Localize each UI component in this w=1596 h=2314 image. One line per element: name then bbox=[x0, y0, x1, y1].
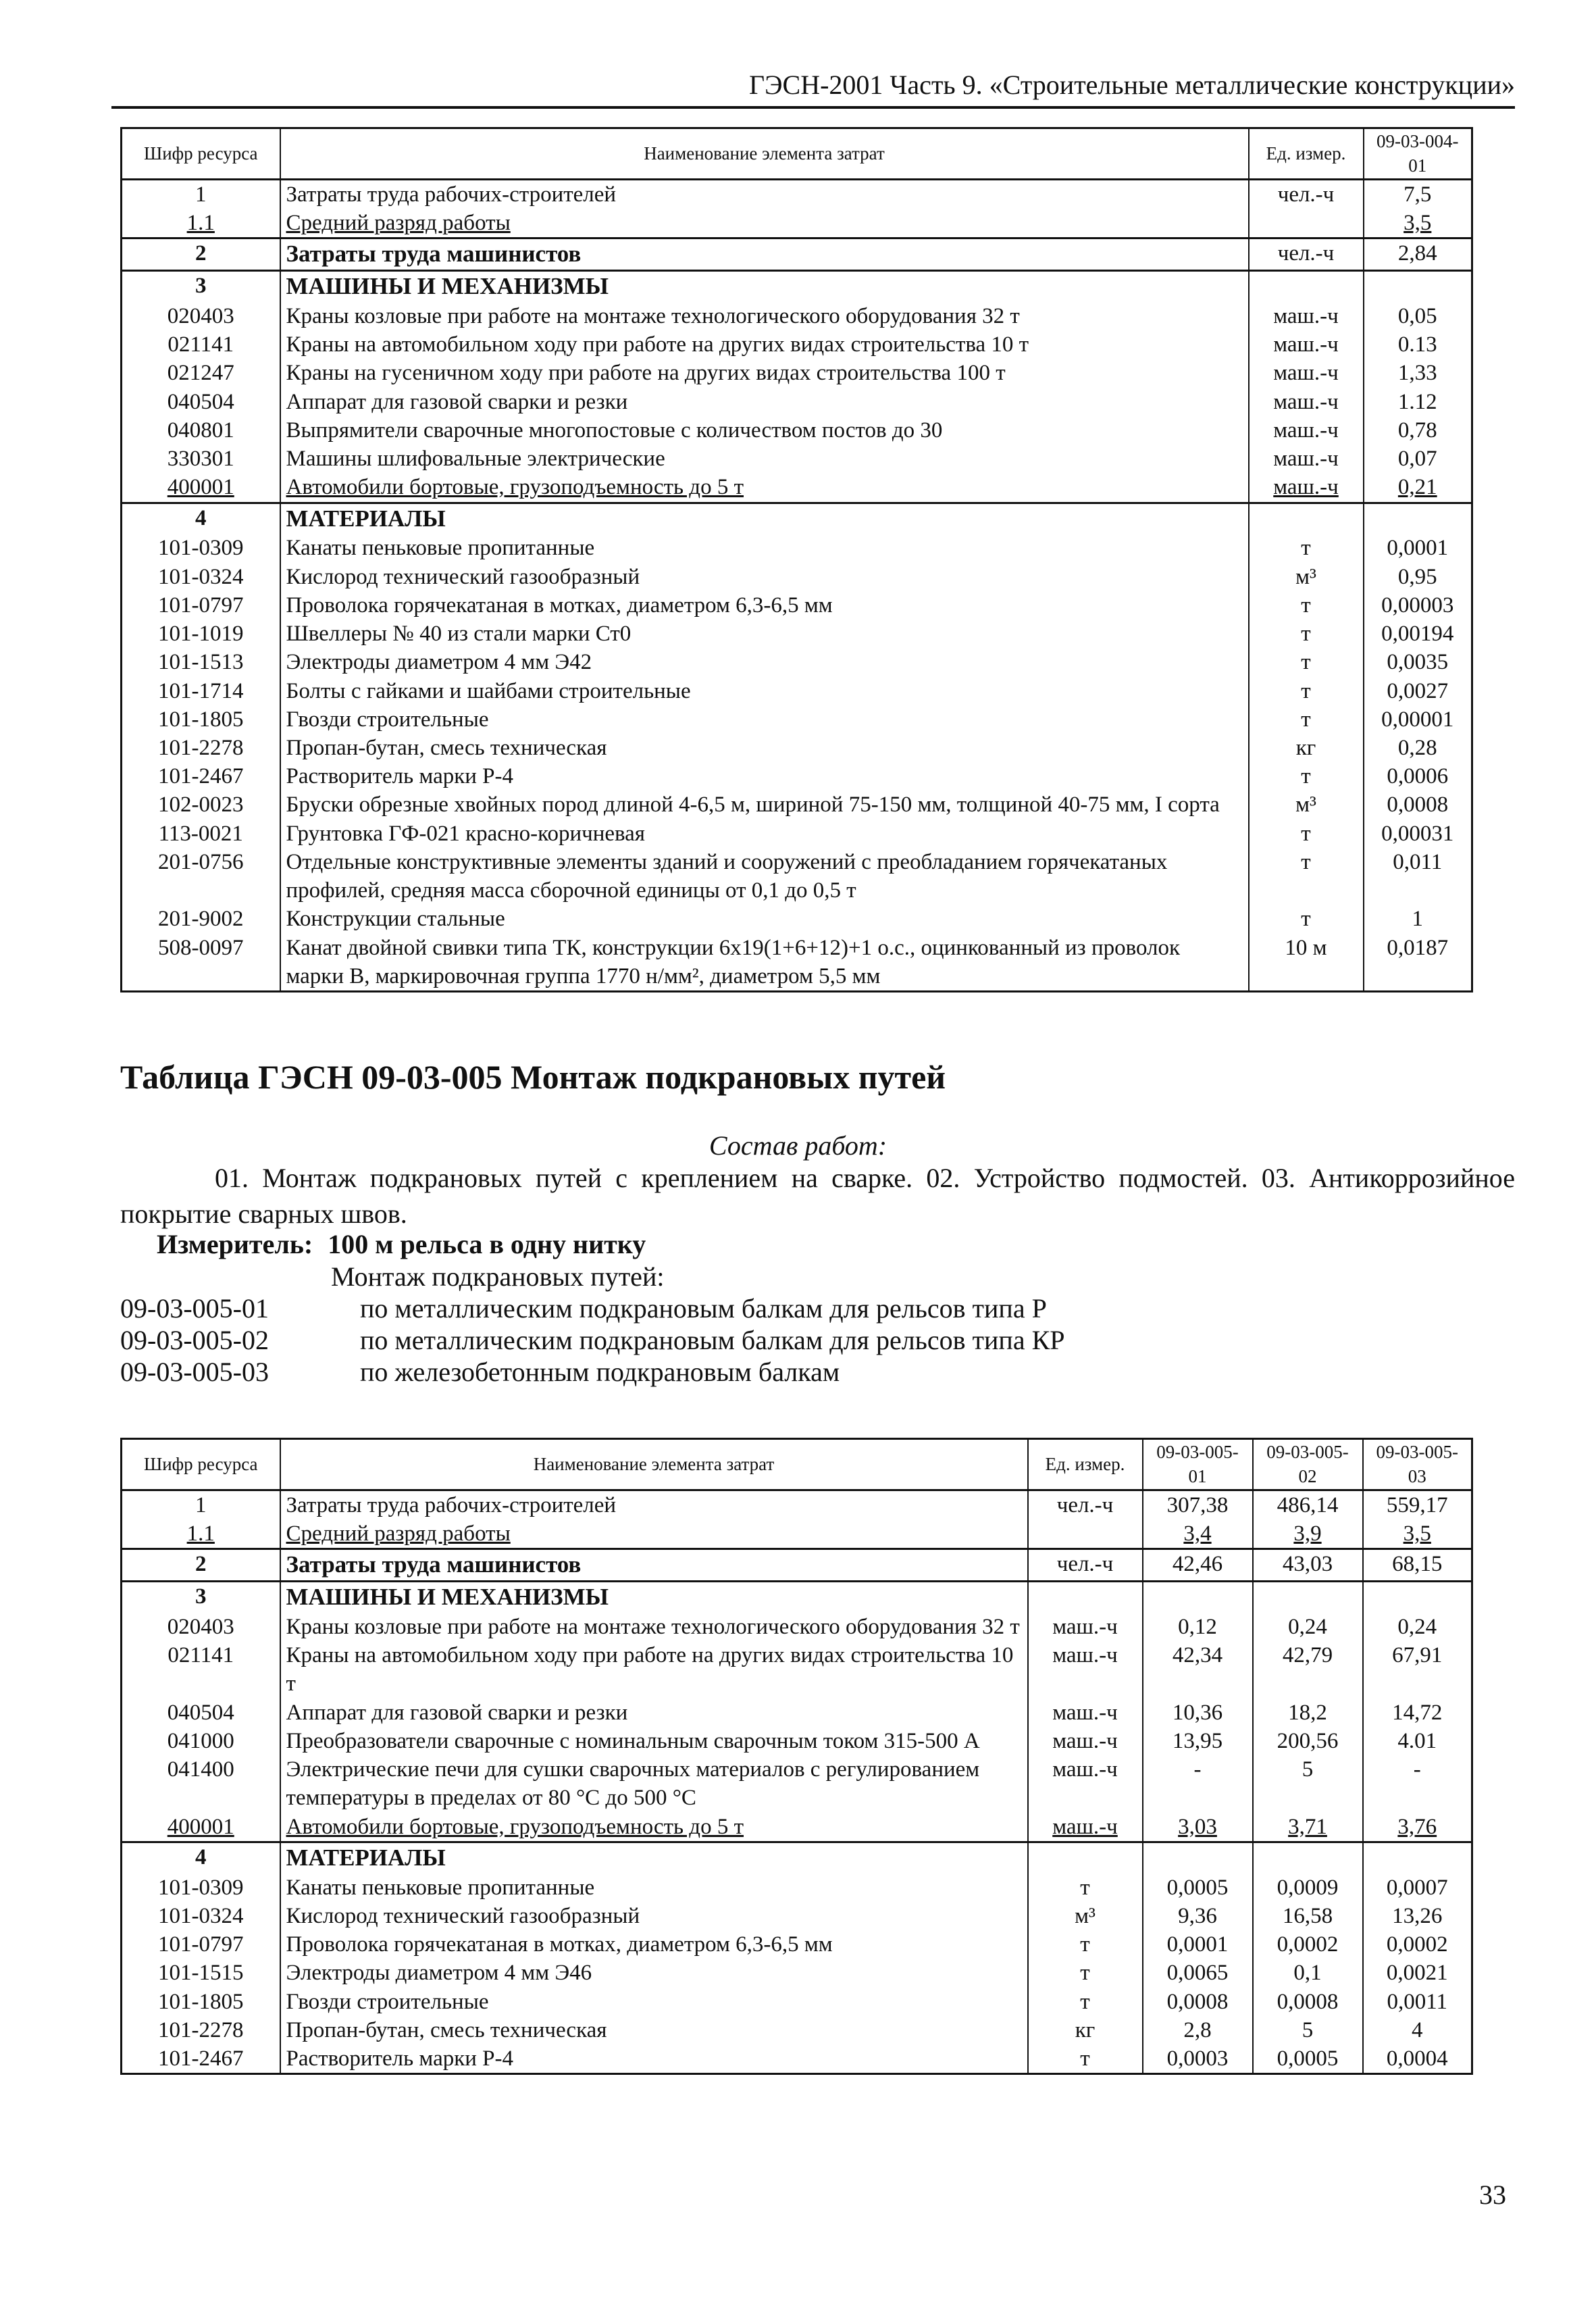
table-row bbox=[122, 1902, 1472, 1930]
table-row bbox=[122, 705, 1472, 734]
norm-value-3: 3,76 bbox=[1363, 1813, 1472, 1842]
resource-name: Пропан-бутан, смесь техническая bbox=[280, 2016, 1028, 2044]
table-row bbox=[122, 934, 1472, 992]
resource-code: 020403 bbox=[122, 1613, 280, 1641]
unit-cell: маш.-ч bbox=[1249, 388, 1364, 416]
resource-name: Электрические печи для сушки сварочных материалов с регулированием температуры в пределах от 80 °С до 500 °С bbox=[280, 1755, 1028, 1812]
norm-value-3: - bbox=[1363, 1755, 1472, 1812]
resource-code: 041400 bbox=[122, 1755, 280, 1812]
norm-value-1: 0,95 bbox=[1364, 563, 1472, 591]
composition-heading: Состав работ: bbox=[709, 1130, 887, 1161]
resource-code: 102-0023 bbox=[122, 790, 280, 819]
unit-cell: т bbox=[1028, 1930, 1143, 1959]
resource-code: 040801 bbox=[122, 416, 280, 445]
resource-name: Канаты пеньковые пропитанные bbox=[280, 534, 1249, 562]
table-row bbox=[122, 2016, 1472, 2044]
resource-code: 041000 bbox=[122, 1727, 280, 1755]
resource-name: Затраты труда машинистов bbox=[280, 238, 1249, 271]
unit-cell: т bbox=[1249, 820, 1364, 848]
norm-value-3: 4 bbox=[1363, 2016, 1472, 2044]
table-row bbox=[122, 1813, 1472, 1842]
norm-value-2: 5 bbox=[1253, 2016, 1363, 2044]
unit-cell bbox=[1028, 1842, 1143, 1873]
table-row bbox=[122, 848, 1472, 905]
unit-cell: т bbox=[1249, 762, 1364, 790]
resource-name: Электроды диаметром 4 мм Э46 bbox=[280, 1959, 1028, 1987]
norm-value-1 bbox=[1143, 1842, 1253, 1873]
table-row bbox=[122, 209, 1472, 238]
unit-cell: м³ bbox=[1249, 563, 1364, 591]
variant-text: по металлическим подкрановым балкам для рельсов типа КР bbox=[360, 1325, 1065, 1355]
unit-cell: маш.-ч bbox=[1249, 445, 1364, 473]
norm-value-1: 0,0027 bbox=[1364, 677, 1472, 705]
table-row bbox=[122, 762, 1472, 790]
norm-value-1: 10,36 bbox=[1143, 1699, 1253, 1727]
section-title: Таблица ГЭСН 09-03-005 Монтаж подкрановых путей bbox=[120, 1058, 946, 1096]
resource-code: 101-1515 bbox=[122, 1959, 280, 1987]
unit-cell: маш.-ч bbox=[1028, 1613, 1143, 1641]
unit-cell: т bbox=[1028, 2044, 1143, 2074]
norm-value-2 bbox=[1253, 1582, 1363, 1613]
variant-row bbox=[120, 1356, 840, 1388]
norm-value-1: 0,011 bbox=[1364, 848, 1472, 905]
resource-name: Гвозди строительные bbox=[280, 705, 1249, 734]
norm-value-2 bbox=[1253, 1842, 1363, 1873]
resource-code: 101-0309 bbox=[122, 534, 280, 562]
unit-cell bbox=[1249, 271, 1364, 302]
table-row bbox=[122, 905, 1472, 933]
norm-value-2: 0,0005 bbox=[1253, 2044, 1363, 2074]
table-row bbox=[122, 620, 1472, 648]
resource-name: Средний разряд работы bbox=[280, 209, 1249, 238]
norm-value-1: 0,0065 bbox=[1143, 1959, 1253, 1987]
norm-value-1: 0,0008 bbox=[1364, 790, 1472, 819]
unit-cell: маш.-ч bbox=[1028, 1699, 1143, 1727]
unit-cell: м³ bbox=[1249, 790, 1364, 819]
resource-code: 040504 bbox=[122, 1699, 280, 1727]
norm-value-2: 0,0008 bbox=[1253, 1988, 1363, 2016]
resource-name: Электроды диаметром 4 мм Э42 bbox=[280, 648, 1249, 676]
running-header: ГЭСН-2001 Часть 9. «Строительные металлические конструкции» bbox=[111, 69, 1515, 109]
resource-code: 101-0324 bbox=[122, 1902, 280, 1930]
column-header-norm-1: 09-03-005-01 bbox=[1143, 1439, 1253, 1490]
unit-cell: кг bbox=[1249, 734, 1364, 762]
norm-value-2: 5 bbox=[1253, 1755, 1363, 1812]
unit-cell: маш.-ч bbox=[1249, 473, 1364, 503]
norm-value-1: 0,21 bbox=[1364, 473, 1472, 503]
unit-cell: т bbox=[1249, 648, 1364, 676]
resource-code: 400001 bbox=[122, 473, 280, 503]
resource-name: Краны козловые при работе на монтаже технологического оборудования 32 т bbox=[280, 1613, 1028, 1641]
unit-cell: маш.-ч bbox=[1249, 416, 1364, 445]
resource-name: Швеллеры № 40 из стали марки Ст0 bbox=[280, 620, 1249, 648]
resource-name: Кислород технический газообразный bbox=[280, 1902, 1028, 1930]
norm-value-3: 0,0004 bbox=[1363, 2044, 1472, 2074]
resource-code: 4 bbox=[122, 503, 280, 534]
resource-name: Пропан-бутан, смесь техническая bbox=[280, 734, 1249, 762]
resource-code: 101-1805 bbox=[122, 1988, 280, 2016]
column-header-norm-2: 09-03-005-02 bbox=[1253, 1439, 1363, 1490]
resource-code: 2 bbox=[122, 238, 280, 271]
resource-code: 1.1 bbox=[122, 1519, 280, 1549]
table-row bbox=[122, 734, 1472, 762]
resource-code: 101-1714 bbox=[122, 677, 280, 705]
norm-value-2: 18,2 bbox=[1253, 1699, 1363, 1727]
norm-value-1: - bbox=[1143, 1755, 1253, 1812]
resource-code: 101-2278 bbox=[122, 2016, 280, 2044]
norm-value-2: 200,56 bbox=[1253, 1727, 1363, 1755]
norm-value-1: 0,00031 bbox=[1364, 820, 1472, 848]
table-header-row bbox=[122, 1439, 1472, 1490]
unit-cell: т bbox=[1028, 1959, 1143, 1987]
measurer-value: 100 м рельса в одну нитку bbox=[328, 1229, 646, 1259]
measurer-label: Измеритель: bbox=[157, 1229, 313, 1259]
table-row bbox=[122, 388, 1472, 416]
table-row bbox=[122, 1930, 1472, 1959]
column-header-unit: Ед. измер. bbox=[1028, 1439, 1143, 1490]
norm-value-1: 42,34 bbox=[1143, 1641, 1253, 1698]
table-row bbox=[122, 238, 1472, 271]
resource-name: Краны на автомобильном ходу при работе на других видах строительства 10 т bbox=[280, 1641, 1028, 1698]
table-row bbox=[122, 677, 1472, 705]
column-header-code: Шифр ресурса bbox=[122, 1439, 280, 1490]
resource-code: 4 bbox=[122, 1842, 280, 1873]
resource-name: Канат двойной свивки типа ТК, конструкции 6х19(1+6+12)+1 о.с., оцинкованный из проволок марки В, маркировочная группа 1770 н/мм², диаметром 5,5 мм bbox=[280, 934, 1249, 992]
column-header-code: Шифр ресурса bbox=[122, 128, 280, 180]
table-row bbox=[122, 1755, 1472, 1812]
resource-code: 101-0309 bbox=[122, 1873, 280, 1902]
variant-code: 09-03-005-01 bbox=[120, 1293, 269, 1324]
resource-name: Краны на автомобильном ходу при работе на других видах строительства 10 т bbox=[280, 330, 1249, 359]
unit-cell: т bbox=[1249, 677, 1364, 705]
norm-value-2: 0,0009 bbox=[1253, 1873, 1363, 1902]
table-row bbox=[122, 503, 1472, 534]
norm-value-1: 0,0001 bbox=[1143, 1930, 1253, 1959]
table-row bbox=[122, 591, 1472, 620]
variant-code: 09-03-005-02 bbox=[120, 1325, 269, 1355]
unit-cell bbox=[1028, 1582, 1143, 1613]
norm-value-1 bbox=[1364, 503, 1472, 534]
resource-code: 201-0756 bbox=[122, 848, 280, 905]
resource-name: Проволока горячекатаная в мотках, диаметром 6,3-6,5 мм bbox=[280, 591, 1249, 620]
resource-name: МАШИНЫ И МЕХАНИЗМЫ bbox=[280, 1582, 1028, 1613]
unit-cell: чел.-ч bbox=[1028, 1490, 1143, 1519]
norm-value-1: 2,84 bbox=[1364, 238, 1472, 271]
resource-code: 2 bbox=[122, 1549, 280, 1582]
norm-value-3 bbox=[1363, 1582, 1472, 1613]
resource-name: Автомобили бортовые, грузоподъемность до 5 т bbox=[280, 1813, 1028, 1842]
resource-code: 1 bbox=[122, 179, 280, 209]
unit-cell: т bbox=[1249, 705, 1364, 734]
norm-value-1: 0,0187 bbox=[1364, 934, 1472, 992]
unit-cell: т bbox=[1028, 1873, 1143, 1902]
unit-cell: кг bbox=[1028, 2016, 1143, 2044]
column-header-name: Наименование элемента затрат bbox=[280, 128, 1249, 180]
resource-name: Затраты труда рабочих-строителей bbox=[280, 1490, 1028, 1519]
table-row bbox=[122, 1582, 1472, 1613]
resource-name: Отдельные конструктивные элементы зданий и сооружений с преобладанием горячекатаных профилей, средняя масса сборочной единицы от 0,1 до 0,5 т bbox=[280, 848, 1249, 905]
group-heading: Монтаж подкрановых путей: bbox=[331, 1261, 665, 1292]
resource-name: Проволока горячекатаная в мотках, диаметром 6,3-6,5 мм bbox=[280, 1930, 1028, 1959]
norm-value-3: 0,0011 bbox=[1363, 1988, 1472, 2016]
resource-code: 101-1513 bbox=[122, 648, 280, 676]
norm-value-2: 3,71 bbox=[1253, 1813, 1363, 1842]
table-row bbox=[122, 790, 1472, 819]
table-row bbox=[122, 1613, 1472, 1641]
resource-name: Канаты пеньковые пропитанные bbox=[280, 1873, 1028, 1902]
variant-code: 09-03-005-03 bbox=[120, 1357, 269, 1387]
norm-value-1: 0,05 bbox=[1364, 302, 1472, 330]
resource-name: МАТЕРИАЛЫ bbox=[280, 503, 1249, 534]
norm-value-1: 0,78 bbox=[1364, 416, 1472, 445]
norm-value-2: 0,1 bbox=[1253, 1959, 1363, 1987]
unit-cell bbox=[1249, 209, 1364, 238]
norm-value-3: 0,0021 bbox=[1363, 1959, 1472, 1987]
norm-value-3: 14,72 bbox=[1363, 1699, 1472, 1727]
column-header-norm-3: 09-03-005-03 bbox=[1363, 1439, 1472, 1490]
norm-value-3: 559,17 bbox=[1363, 1490, 1472, 1519]
norm-value-1: 0,07 bbox=[1364, 445, 1472, 473]
resource-code: 101-1805 bbox=[122, 705, 280, 734]
unit-cell: маш.-ч bbox=[1249, 330, 1364, 359]
resource-table-09-03-005 bbox=[120, 1438, 1473, 2075]
norm-value-1: 1,33 bbox=[1364, 359, 1472, 387]
resource-name: Затраты труда машинистов bbox=[280, 1549, 1028, 1582]
norm-value-1: 13,95 bbox=[1143, 1727, 1253, 1755]
norm-value-1: 2,8 bbox=[1143, 2016, 1253, 2044]
table-row bbox=[122, 473, 1472, 503]
norm-value-2: 16,58 bbox=[1253, 1902, 1363, 1930]
resource-code: 113-0021 bbox=[122, 820, 280, 848]
resource-code: 101-2467 bbox=[122, 762, 280, 790]
norm-value-1: 0,00003 bbox=[1364, 591, 1472, 620]
resource-name: Растворитель марки Р-4 bbox=[280, 2044, 1028, 2074]
table-row bbox=[122, 1699, 1472, 1727]
unit-cell: т bbox=[1028, 1988, 1143, 2016]
resource-code: 508-0097 bbox=[122, 934, 280, 992]
norm-value-1: 7,5 bbox=[1364, 179, 1472, 209]
resource-name: Болты с гайками и шайбами строительные bbox=[280, 677, 1249, 705]
norm-value-1: 0,0003 bbox=[1143, 2044, 1253, 2074]
table-row bbox=[122, 534, 1472, 562]
table-row bbox=[122, 302, 1472, 330]
norm-value-3: 3,5 bbox=[1363, 1519, 1472, 1549]
resource-code: 101-2467 bbox=[122, 2044, 280, 2074]
table-row bbox=[122, 445, 1472, 473]
unit-cell: маш.-ч bbox=[1249, 359, 1364, 387]
resource-name: Выпрямители сварочные многопостовые с количеством постов до 30 bbox=[280, 416, 1249, 445]
norm-value-1: 307,38 bbox=[1143, 1490, 1253, 1519]
resource-code: 101-2278 bbox=[122, 734, 280, 762]
norm-value-3: 67,91 bbox=[1363, 1641, 1472, 1698]
norm-value-1: 0,0006 bbox=[1364, 762, 1472, 790]
norm-value-1: 0,0008 bbox=[1143, 1988, 1253, 2016]
resource-code: 330301 bbox=[122, 445, 280, 473]
norm-value-1: 3,5 bbox=[1364, 209, 1472, 238]
composition-text: 01. Монтаж подкрановых путей с креплением на сварке. 02. Устройство подмостей. 03. Антикоррозийное покрытие сварных швов. bbox=[120, 1163, 1515, 1229]
norm-value-1: 0,00001 bbox=[1364, 705, 1472, 734]
table-row bbox=[122, 1873, 1472, 1902]
norm-value-2: 0,0002 bbox=[1253, 1930, 1363, 1959]
norm-value-3 bbox=[1363, 1842, 1472, 1873]
table-row bbox=[122, 330, 1472, 359]
resource-code: 020403 bbox=[122, 302, 280, 330]
table-header-row bbox=[122, 128, 1472, 180]
table-row bbox=[122, 359, 1472, 387]
norm-value-1: 9,36 bbox=[1143, 1902, 1253, 1930]
resource-name: Растворитель марки Р-4 bbox=[280, 762, 1249, 790]
column-header-unit: Ед. измер. bbox=[1249, 128, 1364, 180]
norm-value-1 bbox=[1364, 271, 1472, 302]
table-row bbox=[122, 1641, 1472, 1698]
table-row bbox=[122, 416, 1472, 445]
norm-value-3: 13,26 bbox=[1363, 1902, 1472, 1930]
resource-name: Краны на гусеничном ходу при работе на других видах строительства 100 т bbox=[280, 359, 1249, 387]
resource-name: Гвозди строительные bbox=[280, 1988, 1028, 2016]
norm-value-3: 0,24 bbox=[1363, 1613, 1472, 1641]
resource-code: 021141 bbox=[122, 1641, 280, 1698]
norm-value-3: 68,15 bbox=[1363, 1549, 1472, 1582]
column-header-norm: 09-03-004-01 bbox=[1364, 128, 1472, 180]
resource-table-09-03-004 bbox=[120, 127, 1473, 992]
unit-cell: м³ bbox=[1028, 1902, 1143, 1930]
table-row bbox=[122, 1988, 1472, 2016]
unit-cell: маш.-ч bbox=[1249, 302, 1364, 330]
resource-code: 101-0797 bbox=[122, 1930, 280, 1959]
norm-value-2: 3,9 bbox=[1253, 1519, 1363, 1549]
unit-cell: чел.-ч bbox=[1249, 238, 1364, 271]
variant-text: по металлическим подкрановым балкам для рельсов типа Р bbox=[360, 1293, 1047, 1324]
norm-value-1: 3,03 bbox=[1143, 1813, 1253, 1842]
table-row bbox=[122, 2044, 1472, 2074]
measurer bbox=[157, 1228, 646, 1260]
norm-value-1: 0,0001 bbox=[1364, 534, 1472, 562]
unit-cell: т bbox=[1249, 591, 1364, 620]
unit-cell: чел.-ч bbox=[1028, 1549, 1143, 1582]
variant-text: по железобетонным подкрановым балкам bbox=[360, 1357, 840, 1387]
unit-cell: т bbox=[1249, 534, 1364, 562]
resource-name: Преобразователи сварочные с номинальным сварочным током 315-500 А bbox=[280, 1727, 1028, 1755]
norm-value-1: 0,0035 bbox=[1364, 648, 1472, 676]
norm-value-1: 0,28 bbox=[1364, 734, 1472, 762]
resource-code: 040504 bbox=[122, 388, 280, 416]
unit-cell: маш.-ч bbox=[1028, 1641, 1143, 1698]
table-row bbox=[122, 1959, 1472, 1987]
norm-value-1 bbox=[1143, 1582, 1253, 1613]
resource-name: Кислород технический газообразный bbox=[280, 563, 1249, 591]
norm-value-1: 0.13 bbox=[1364, 330, 1472, 359]
norm-value-2: 43,03 bbox=[1253, 1549, 1363, 1582]
resource-name: Средний разряд работы bbox=[280, 1519, 1028, 1549]
norm-value-3: 0,0007 bbox=[1363, 1873, 1472, 1902]
resource-name: МАШИНЫ И МЕХАНИЗМЫ bbox=[280, 271, 1249, 302]
resource-code: 101-0797 bbox=[122, 591, 280, 620]
table-row bbox=[122, 1727, 1472, 1755]
unit-cell: маш.-ч bbox=[1028, 1727, 1143, 1755]
resource-code: 021247 bbox=[122, 359, 280, 387]
norm-value-1: 42,46 bbox=[1143, 1549, 1253, 1582]
resource-code: 021141 bbox=[122, 330, 280, 359]
table-row bbox=[122, 1842, 1472, 1873]
resource-name: Аппарат для газовой сварки и резки bbox=[280, 388, 1249, 416]
resource-code: 1.1 bbox=[122, 209, 280, 238]
resource-name: Грунтовка ГФ-021 красно-коричневая bbox=[280, 820, 1249, 848]
unit-cell bbox=[1028, 1519, 1143, 1549]
norm-value-1: 0,12 bbox=[1143, 1613, 1253, 1641]
variant-row bbox=[120, 1324, 1065, 1356]
resource-code: 101-1019 bbox=[122, 620, 280, 648]
unit-cell: маш.-ч bbox=[1028, 1755, 1143, 1812]
norm-value-2: 486,14 bbox=[1253, 1490, 1363, 1519]
resource-name: Бруски обрезные хвойных пород длиной 4-6,5 м, шириной 75-150 мм, толщиной 40-75 мм, I сорта bbox=[280, 790, 1249, 819]
resource-name: Машины шлифовальные электрические bbox=[280, 445, 1249, 473]
resource-code: 101-0324 bbox=[122, 563, 280, 591]
norm-value-1: 0,00194 bbox=[1364, 620, 1472, 648]
resource-code: 3 bbox=[122, 1582, 280, 1613]
resource-name: Затраты труда рабочих-строителей bbox=[280, 179, 1249, 209]
unit-cell: т bbox=[1249, 848, 1364, 905]
norm-value-3: 4.01 bbox=[1363, 1727, 1472, 1755]
norm-value-1: 1 bbox=[1364, 905, 1472, 933]
unit-cell: т bbox=[1249, 905, 1364, 933]
resource-name: Конструкции стальные bbox=[280, 905, 1249, 933]
table-row bbox=[122, 1549, 1472, 1582]
unit-cell: 10 м bbox=[1249, 934, 1364, 992]
norm-value-2: 42,79 bbox=[1253, 1641, 1363, 1698]
resource-code: 1 bbox=[122, 1490, 280, 1519]
norm-value-3: 0,0002 bbox=[1363, 1930, 1472, 1959]
norm-value-1: 0,0005 bbox=[1143, 1873, 1253, 1902]
unit-cell: чел.-ч bbox=[1249, 179, 1364, 209]
table-row bbox=[122, 1490, 1472, 1519]
table-row bbox=[122, 1519, 1472, 1549]
resource-code: 400001 bbox=[122, 1813, 280, 1842]
unit-cell: т bbox=[1249, 620, 1364, 648]
resource-name: Аппарат для газовой сварки и резки bbox=[280, 1699, 1028, 1727]
unit-cell bbox=[1249, 503, 1364, 534]
page-number: 33 bbox=[1479, 2180, 1506, 2210]
table-row bbox=[122, 271, 1472, 302]
resource-name: Краны козловые при работе на монтаже технологического оборудования 32 т bbox=[280, 302, 1249, 330]
norm-value-2: 0,24 bbox=[1253, 1613, 1363, 1641]
resource-code: 201-9002 bbox=[122, 905, 280, 933]
resource-name: Автомобили бортовые, грузоподъемность до 5 т bbox=[280, 473, 1249, 503]
variant-row bbox=[120, 1292, 1047, 1324]
table-row bbox=[122, 648, 1472, 676]
table-row bbox=[122, 563, 1472, 591]
table-row bbox=[122, 820, 1472, 848]
resource-name: МАТЕРИАЛЫ bbox=[280, 1842, 1028, 1873]
resource-code: 3 bbox=[122, 271, 280, 302]
unit-cell: маш.-ч bbox=[1028, 1813, 1143, 1842]
norm-value-1: 3,4 bbox=[1143, 1519, 1253, 1549]
column-header-name: Наименование элемента затрат bbox=[280, 1439, 1028, 1490]
table-row bbox=[122, 179, 1472, 209]
norm-value-1: 1.12 bbox=[1364, 388, 1472, 416]
